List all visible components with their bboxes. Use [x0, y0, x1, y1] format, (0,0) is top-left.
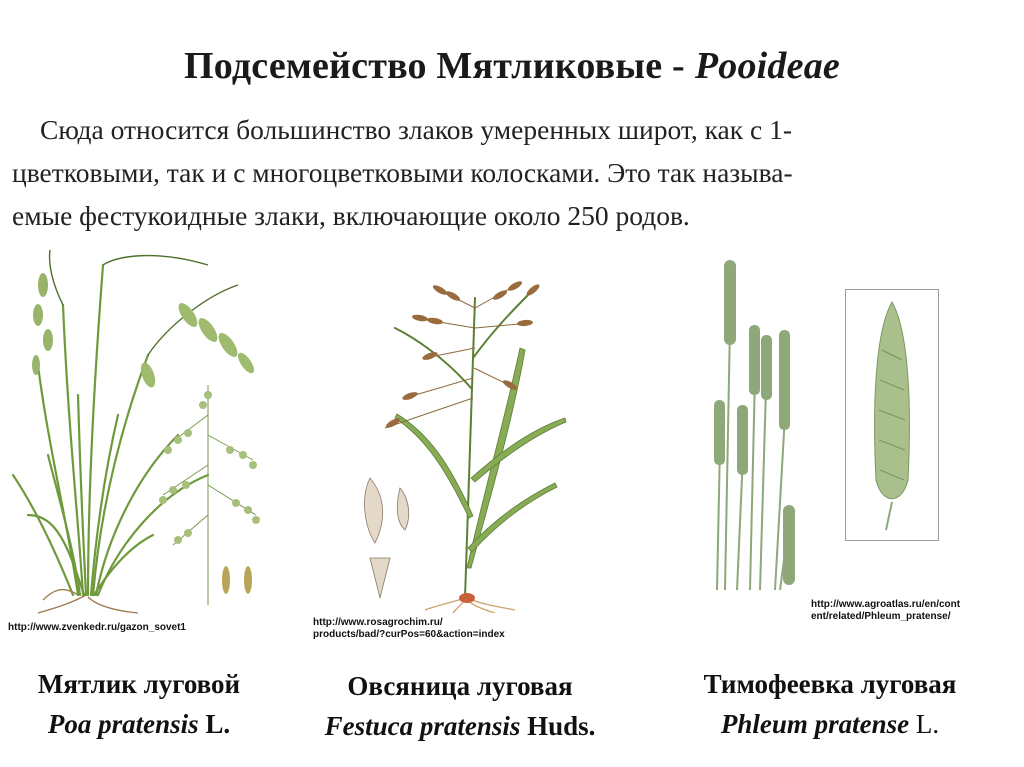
- caption-phleum-russian: Тимофеевка луговая: [703, 669, 957, 699]
- slide-title-text: Подсемейство Мятликовые -: [184, 45, 685, 87]
- timothy-spike-closeup-icon: [846, 290, 938, 540]
- meadow-grass-illustration-icon: [8, 245, 270, 615]
- caption-festuca-russian: Овсяница луговая: [347, 671, 573, 701]
- caption-festuca: [270, 666, 650, 746]
- intro-paragraph: [12, 108, 1012, 237]
- source-url-1-line-1: http://www.zvenkedr.ru/gazon_sovet1: [8, 622, 186, 633]
- caption-phleum: [660, 664, 1000, 744]
- source-url-1: [8, 622, 186, 634]
- source-url-2: [313, 617, 505, 641]
- caption-festuca-author: Huds.: [527, 711, 596, 741]
- timothy-grass-photo-icon: [705, 255, 805, 590]
- intro-line-3: емые фестукоидные злаки, включающие около 250 родов.: [12, 200, 690, 231]
- intro-line-2: цветковыми, так и с многоцветковыми колосками. Это так называ-: [12, 157, 793, 188]
- intro-line-1: Сюда относится большинство злаков умеренных широт, как с 1-: [40, 114, 792, 145]
- caption-poa-author: L.: [205, 709, 231, 739]
- timothy-spike-closeup: [845, 289, 939, 541]
- caption-poa-russian: Мятлик луговой: [37, 669, 241, 699]
- source-url-3-line-2: ent/related/Phleum_pratense/: [811, 611, 951, 622]
- slide-title: [0, 44, 1024, 88]
- source-url-2-line-2: products/bad/?curPos=60&action=index: [313, 629, 505, 640]
- source-url-2-line-1: http://www.rosagrochim.ru/: [313, 617, 443, 628]
- caption-poa-latin: Poa pratensis: [47, 709, 199, 739]
- caption-festuca-latin: Festuca pratensis: [324, 711, 521, 741]
- slide-title-latin: Pooideae: [694, 45, 840, 87]
- caption-phleum-author: L.: [915, 709, 940, 739]
- caption-phleum-latin: Phleum pratense: [720, 709, 910, 739]
- source-url-3: [811, 599, 960, 623]
- caption-poa: [4, 664, 274, 744]
- meadow-fescue-illustration-icon: [355, 268, 575, 613]
- source-url-3-line-1: http://www.agroatlas.ru/en/cont: [811, 599, 961, 610]
